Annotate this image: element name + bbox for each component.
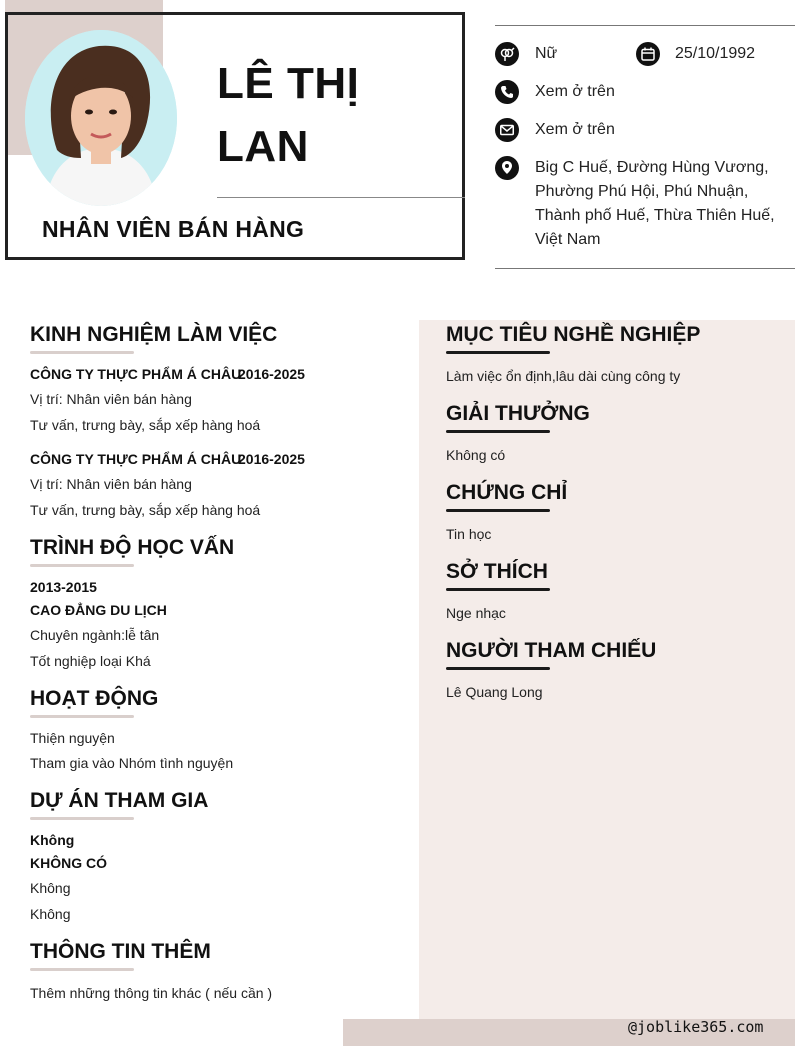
section-title-education: TRÌNH ĐỘ HỌC VẤN (30, 536, 235, 559)
section-underline (446, 430, 550, 433)
objective-text: Làm việc ổn định,lâu dài cùng công ty (446, 368, 681, 384)
job-title: NHÂN VIÊN BÁN HÀNG (42, 216, 305, 242)
experience-company: CÔNG TY THỰC PHẨM Á CHÂU (30, 451, 242, 467)
section-title-references: NGƯỜI THAM CHIẾU (446, 639, 657, 662)
candidate-name (217, 52, 359, 178)
address-line: Phường Phú Hội, Phú Nhuận, (535, 183, 749, 200)
section-underline (446, 588, 550, 591)
experience-description: Tư vấn, trưng bày, sắp xếp hàng hoá (30, 417, 261, 433)
name-divider (217, 197, 465, 198)
hobbies-text: Nge nhạc (446, 605, 506, 621)
experience-company: CÔNG TY THỰC PHẨM Á CHÂU (30, 366, 242, 382)
email-icon (495, 118, 519, 142)
name-line-2: LAN (217, 122, 309, 171)
birthday-value: 25/10/1992 (675, 45, 756, 62)
phone-icon (495, 80, 519, 104)
address-line: Việt Nam (535, 231, 601, 248)
experience-position: Vị trí: Nhân viên bán hàng (30, 476, 192, 492)
address-line: Big C Huế, Đường Hùng Vương, (535, 159, 769, 176)
section-title-awards: GIẢI THƯỞNG (446, 402, 590, 425)
experience-description: Tư vấn, trưng bày, sắp xếp hàng hoá (30, 502, 261, 518)
avatar (25, 30, 177, 206)
gender-value: Nữ (535, 45, 558, 62)
section-title-certificates: CHỨNG CHỈ (446, 481, 568, 504)
education-school: CAO ĐẲNG DU LỊCH (30, 602, 167, 618)
education-period: 2013-2015 (30, 579, 97, 595)
gender-icon (495, 42, 519, 66)
experience-period: 2016-2025 (238, 451, 305, 467)
section-title-more-info: THÔNG TIN THÊM (30, 940, 211, 963)
more-info-text: Thêm những thông tin khác ( nếu cần ) (30, 985, 273, 1001)
address-line: Thành phố Huế, Thừa Thiên Huế, (535, 207, 775, 224)
references-text: Lê Quang Long (446, 684, 543, 700)
section-underline (30, 715, 134, 718)
activity-line: Thiện nguyện (30, 730, 115, 746)
section-underline (30, 817, 134, 820)
watermark-text: @joblike365.com (628, 1018, 764, 1036)
certificates-text: Tin học (446, 526, 492, 542)
project-line: Không (30, 880, 71, 896)
section-underline (30, 564, 134, 567)
project-line: Không (30, 906, 71, 922)
contact-top-divider (495, 25, 795, 26)
contact-bottom-divider (495, 268, 795, 269)
section-underline (446, 351, 550, 354)
awards-text: Không có (446, 447, 506, 463)
project-line: KHÔNG CÓ (30, 855, 107, 871)
section-title-objective: MỤC TIÊU NGHỀ NGHIỆP (446, 323, 701, 346)
section-underline (446, 509, 550, 512)
section-title-activities: HOẠT ĐỘNG (30, 687, 159, 710)
section-title-experience: KINH NGHIỆM LÀM VIỆC (30, 323, 278, 346)
activity-line: Tham gia vào Nhóm tình nguyện (30, 755, 234, 771)
section-title-hobbies: SỞ THÍCH (446, 560, 548, 583)
address-value (535, 156, 775, 252)
education-major: Chuyên ngành:lễ tân (30, 627, 160, 643)
phone-value: Xem ở trên (535, 83, 615, 100)
section-underline (30, 351, 134, 354)
section-title-projects: DỰ ÁN THAM GIA (30, 789, 209, 812)
project-line: Không (30, 832, 75, 848)
calendar-icon (636, 42, 660, 66)
email-value: Xem ở trên (535, 121, 615, 138)
name-line-1: LÊ THỊ (217, 59, 360, 108)
experience-position: Vị trí: Nhân viên bán hàng (30, 391, 192, 407)
experience-period: 2016-2025 (238, 366, 305, 382)
section-underline (446, 667, 550, 670)
education-grade: Tốt nghiệp loại Khá (30, 653, 151, 669)
section-underline (30, 968, 134, 971)
location-icon (495, 156, 519, 180)
